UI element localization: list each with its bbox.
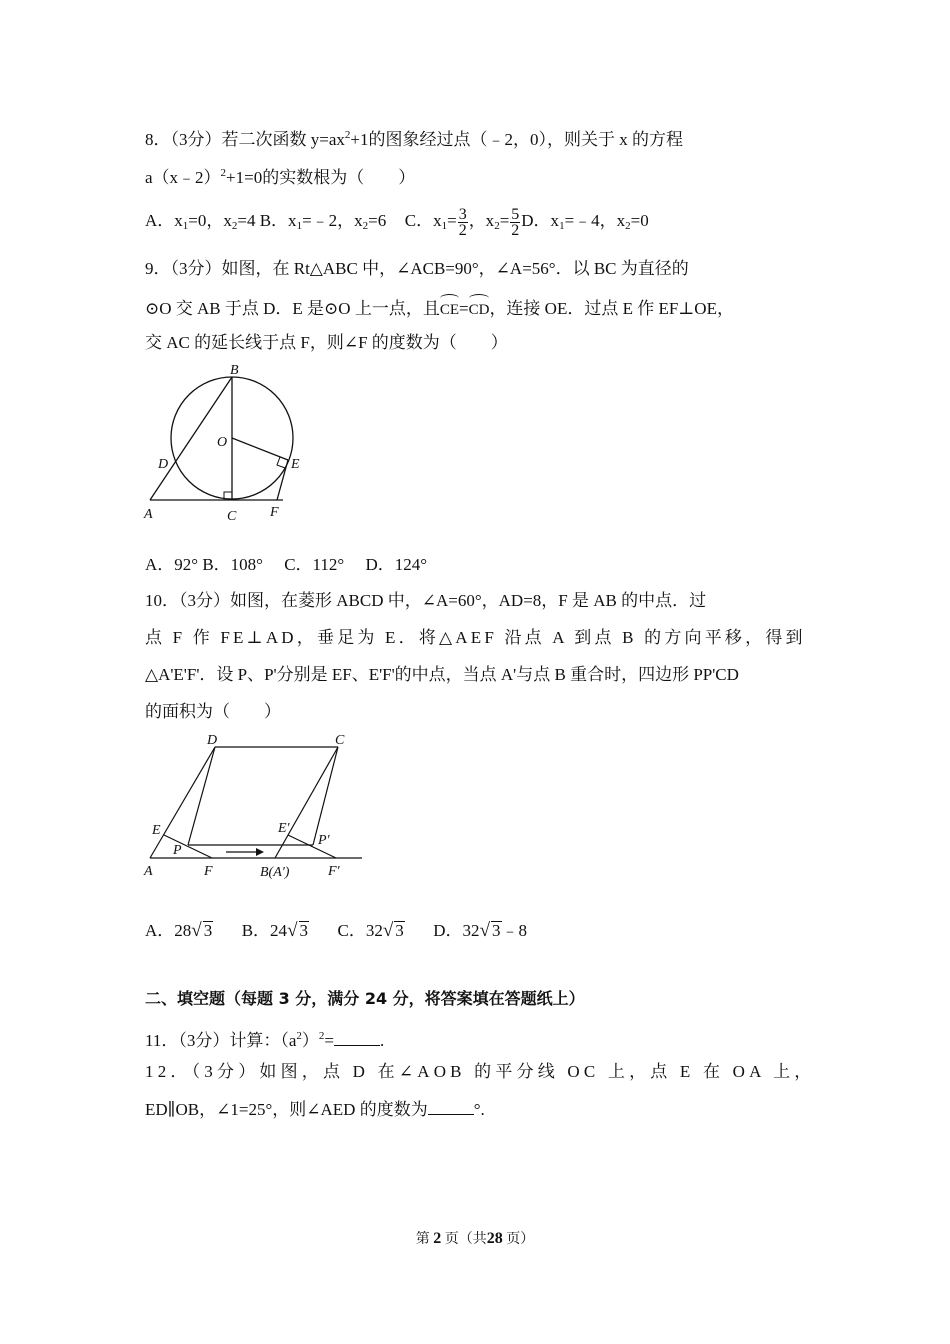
label-a: A: [144, 864, 153, 879]
q9-line3: 交 AC 的延长线于点 F，则∠F 的度数为（ ）: [145, 333, 508, 352]
label-c: C: [227, 509, 237, 524]
label-b: B: [230, 363, 239, 378]
line-dp: [188, 747, 215, 845]
label-f-prime: F': [328, 864, 340, 879]
label-p: P: [173, 843, 182, 858]
q10-options: [145, 919, 527, 943]
label-d: D: [158, 457, 169, 472]
q8-line2: a（x﹣2）$^2$+1=0的实数根为（ ）: [145, 167, 416, 187]
line-oe: [232, 438, 288, 460]
label-d: D: [207, 733, 218, 748]
answer-blank[interactable]: [428, 1100, 474, 1115]
q10-option-b: B．24√ 3: [241, 920, 308, 941]
q11-line: 11．（3分）计算：$(a^2)^2=$ .: [145, 1030, 385, 1050]
answer-blank[interactable]: [334, 1031, 380, 1046]
q9-line1: 9．（3分）如图，在 Rt△ABC 中，∠ACB=90°，∠A=56°．以 BC 为直径的: [145, 259, 689, 278]
q8-option-c: C．$x_1=$ $\frac{3}{2}$ ，$x_2=$ $\frac{5}{2}$: [404, 205, 520, 239]
q8-option-a: A．$x_1=0$，$x_2=4$: [145, 211, 256, 232]
q10-option-a: A．28√ 3: [145, 920, 213, 941]
label-e: E: [152, 823, 161, 838]
q8-options: [145, 201, 649, 246]
q9-options: A．92° B．108° C．112° D．124°: [145, 555, 428, 574]
label-f: F: [270, 505, 279, 520]
q10-line3: △A'E'F'．设 P、P'分别是 EF、E'F'的中点，当点 A'与点 B 重合时，四边形 PP'CD: [145, 665, 739, 684]
q10-line2: 点 F 作 FE⊥AD，垂足为 E．将△AEF 沿点 A 到点 B 的方向平移，得到: [145, 628, 806, 647]
arc-ce: CE: [440, 294, 459, 322]
arrow-head: [256, 848, 264, 856]
label-f: F: [204, 864, 213, 879]
fraction: $\frac{5}{2}$: [511, 205, 520, 239]
q9-figure: [140, 360, 320, 530]
line-cp2: [313, 747, 338, 845]
q9-line2: ⊙O 交 AB 于点 D．E 是⊙O 上一点，且CE=CD，连接 OE．过点 E 作 EF⊥OE，: [145, 294, 734, 322]
line-ad: [150, 747, 215, 858]
line-ef: [164, 835, 212, 858]
label-e: E: [291, 457, 300, 472]
section-title: 二、填空题（每题 3 分，满分 24 分，将答案填在答题纸上）: [145, 989, 585, 1008]
label-b-a-prime: B(A'): [260, 865, 290, 880]
label-c: C: [335, 733, 345, 748]
q10-line1: 10．（3分）如图，在菱形 ABCD 中，∠A=60°，AD=8，F 是 AB 的中点．过: [145, 591, 707, 610]
label-o: O: [217, 435, 228, 450]
q12-line2: ED∥OB，∠1=25°，则∠AED 的度数为 °.: [145, 1100, 485, 1119]
q10-figure: [140, 728, 370, 888]
total-pages: 28: [486, 1230, 503, 1247]
q8-option-b: B．$x_1=﹣2$，$x_2=6$: [259, 211, 387, 232]
page-footer: 第 2 页（共28 页）: [415, 1230, 535, 1247]
arc-cd: CD: [469, 294, 490, 322]
q8-option-d: D．$x_1=﹣4$，$x_2=0$: [521, 211, 649, 232]
page-number: 2: [433, 1230, 442, 1247]
q10-option-d: D．32√ 3﹣8: [433, 920, 527, 941]
q8-line1: 8．（3分）若二次函数 $y=ax^2+1$的图象经过点（﹣2，0），则关于 x 的方程: [145, 129, 683, 149]
label-a: A: [144, 507, 153, 522]
q12-line1: 12．（3分）如图，点 D 在∠AOB 的平分线 OC 上，点 E 在 OA 上，: [145, 1062, 816, 1081]
q10-line4: 的面积为（ ）: [145, 702, 281, 721]
q10-option-c: C．32√ 3: [337, 920, 404, 941]
fraction: $\frac{3}{2}$: [458, 205, 467, 239]
label-e-prime: E': [278, 821, 290, 836]
label-p-prime: P': [318, 833, 330, 848]
